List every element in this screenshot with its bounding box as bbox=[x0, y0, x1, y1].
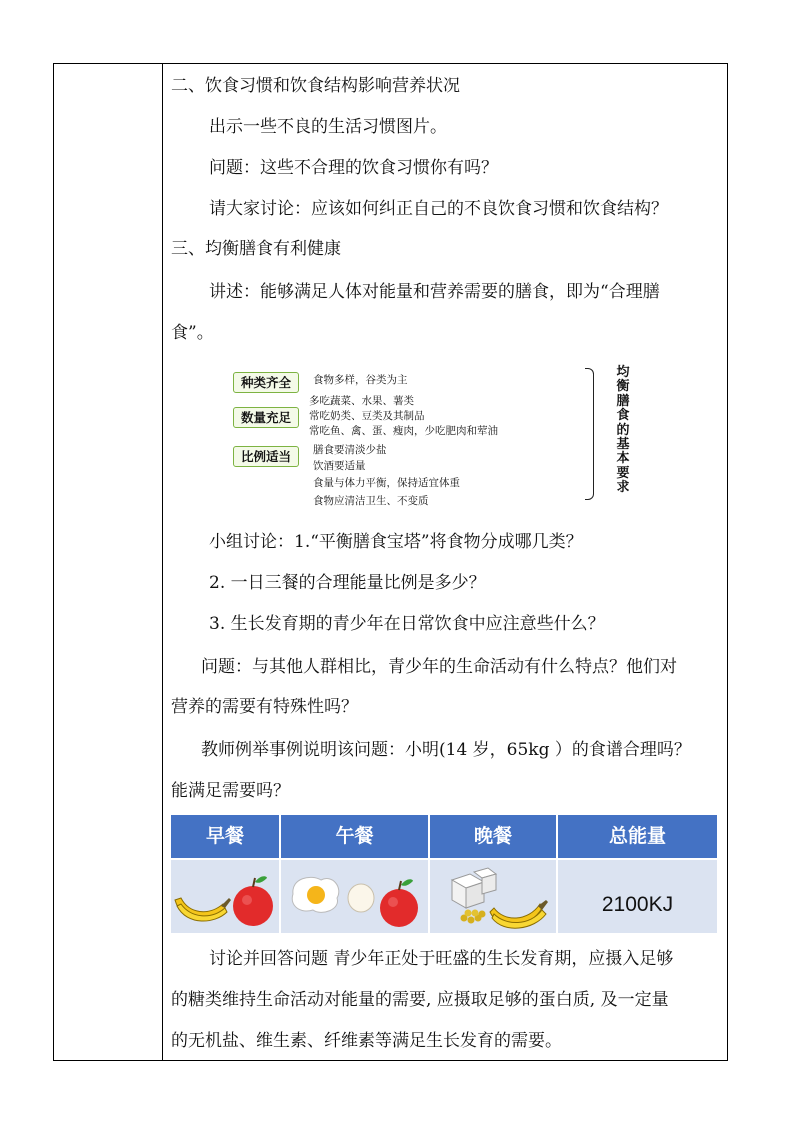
answer-line-2: 的糖类维持生命活动对能量的需要, 应摄取足够的蛋白质, 及一定量 bbox=[171, 990, 669, 1010]
diagram-note: 食量与体力平衡，保持适宜体重 bbox=[313, 477, 460, 489]
diagram-bracket bbox=[585, 368, 594, 500]
diagram-side-title: 均衡膳食的基本要求 bbox=[616, 365, 630, 496]
tofu-icon bbox=[452, 868, 496, 908]
dinner-foods bbox=[430, 860, 556, 933]
header-lunch: 午餐 bbox=[281, 815, 430, 858]
diagram-note: 食物多样，谷类为主 bbox=[313, 374, 408, 386]
breakfast-cell bbox=[171, 858, 281, 933]
lunch-cell bbox=[281, 858, 430, 933]
question-2-line-2: 营养的需要有特殊性吗？ bbox=[171, 697, 358, 717]
breakfast-foods bbox=[171, 860, 279, 933]
question-2-line-1: 问题：与其他人群相比，青少年的生命活动有什么特点？他们对 bbox=[201, 657, 677, 677]
answer-line-3: 的无机盐、维生素、纤维素等满足生长发育的需要。 bbox=[171, 1031, 562, 1051]
diagram-note: 饮酒要适量 bbox=[313, 460, 366, 472]
apple-icon bbox=[233, 876, 273, 926]
egg-icon bbox=[348, 884, 374, 912]
diagram-note: 常吃鱼、禽、蛋、瘦肉，少吃肥肉和荤油 bbox=[309, 425, 498, 437]
section-2-heading: 二、饮食习惯和饮食结构影响营养状况 bbox=[171, 76, 460, 96]
meal-table bbox=[171, 815, 717, 933]
lunch-foods bbox=[281, 860, 428, 933]
example-line-2: 能满足需要吗？ bbox=[171, 781, 290, 801]
header-dinner: 晚餐 bbox=[430, 815, 558, 858]
lecture-line-1: 讲述：能够满足人体对能量和营养需要的膳食，即为“合理膳 bbox=[209, 282, 660, 302]
balanced-diet-diagram bbox=[233, 366, 633, 506]
show-pictures-text: 出示一些不良的生活习惯图片。 bbox=[209, 117, 447, 137]
diagram-note: 膳食要清淡少盐 bbox=[313, 444, 387, 456]
group-question-1: 小组讨论：1.“平衡膳食宝塔”将食物分成哪几类？ bbox=[209, 532, 583, 552]
section-3-heading: 三、均衡膳食有利健康 bbox=[171, 239, 341, 259]
tag-variety: 种类齐全 bbox=[233, 372, 299, 393]
total-energy-value: 2100KJ bbox=[558, 858, 717, 933]
example-line-1: 教师例举事例说明该问题：小明(14 岁，65kg ）的食谱合理吗？ bbox=[201, 740, 691, 760]
answer-line-1: 讨论并回答问题 青少年正处于旺盛的生长发育期，应摄入足够 bbox=[209, 949, 674, 969]
diagram-note: 常吃奶类、豆类及其制品 bbox=[309, 410, 425, 422]
tag-quantity: 数量充足 bbox=[233, 407, 299, 428]
fried-egg-icon bbox=[292, 877, 339, 912]
dinner-cell bbox=[430, 858, 558, 933]
apple-icon bbox=[380, 879, 418, 927]
header-breakfast: 早餐 bbox=[171, 815, 281, 858]
lecture-line-2: 食”。 bbox=[171, 323, 214, 343]
banana-icon bbox=[175, 898, 231, 921]
diagram-note: 食物应清洁卫生、不变质 bbox=[313, 495, 429, 507]
left-column bbox=[54, 64, 163, 1060]
discussion-text: 请大家讨论：应该如何纠正自己的不良饮食习惯和饮食结构？ bbox=[209, 199, 668, 219]
question-1-text: 问题：这些不合理的饮食习惯你有吗？ bbox=[209, 158, 498, 178]
tag-proportion: 比例适当 bbox=[233, 446, 299, 467]
group-question-2: 2. 一日三餐的合理能量比例是多少？ bbox=[209, 573, 486, 593]
group-question-3: 3. 生长发育期的青少年在日常饮食中应注意些什么？ bbox=[209, 614, 605, 634]
banana-icon bbox=[490, 900, 548, 928]
diagram-note: 多吃蔬菜、水果、薯类 bbox=[309, 395, 414, 407]
header-total-energy: 总能量 bbox=[558, 815, 717, 858]
soybeans-icon bbox=[461, 910, 486, 924]
